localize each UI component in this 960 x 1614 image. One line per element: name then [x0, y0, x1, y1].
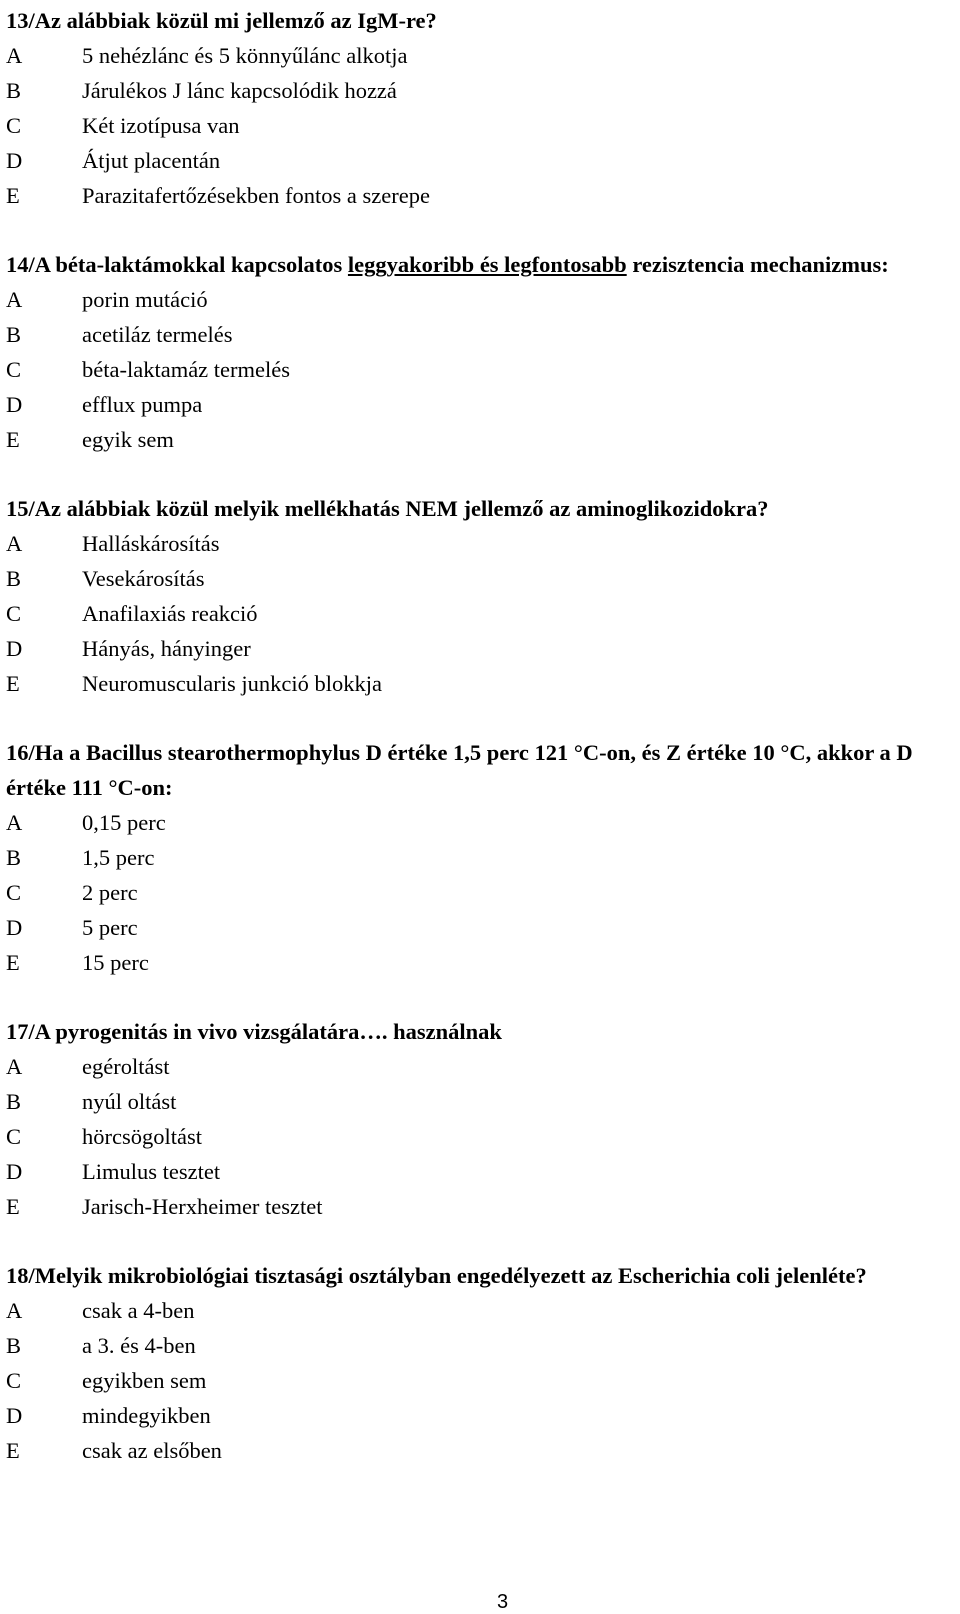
question-14-options: [6, 282, 946, 457]
question-16-option-e: [6, 945, 946, 980]
option-text: Hányás, hányinger: [82, 636, 251, 661]
question-17-option-b: [6, 1084, 946, 1119]
option-letter: D: [6, 636, 23, 661]
option-letter: B: [6, 845, 22, 870]
option-letter: C: [6, 880, 22, 905]
option-text: mindegyikben: [82, 1403, 211, 1428]
option-text: Vesekárosítás: [82, 566, 205, 591]
option-text: egyik sem: [82, 427, 174, 452]
option-letter: E: [6, 671, 20, 696]
option-text: csak az elsőben: [82, 1438, 222, 1463]
question-13-text: 13/Az alábbiak közül mi jellemző az IgM-re?: [6, 8, 437, 33]
question-13-option-c: [6, 108, 946, 143]
option-letter: E: [6, 1438, 20, 1463]
option-letter: C: [6, 1124, 22, 1149]
question-18-text: 18/Melyik mikrobiológiai tisztasági osztályban engedélyezett az Escherichia coli jelenléte?: [6, 1263, 867, 1288]
option-text: 1,5 perc: [82, 845, 155, 870]
question-15-text: 15/Az alábbiak közül melyik mellékhatás NEM jellemző az aminoglikozidokra?: [6, 496, 769, 521]
question-17: [6, 1014, 946, 1224]
question-16-option-b: [6, 840, 946, 875]
option-letter: B: [6, 322, 22, 347]
question-13-option-b: [6, 73, 946, 108]
question-18-option-d: [6, 1398, 946, 1433]
option-letter: B: [6, 1089, 22, 1114]
question-14-text-before: 14/A béta-laktámokkal kapcsolatos: [6, 252, 348, 277]
option-text: egéroltást: [82, 1054, 170, 1079]
option-letter: A: [6, 287, 23, 312]
question-14-text-underlined: leggyakoribb és legfontosabb: [347, 252, 627, 277]
question-14-text: [6, 247, 946, 282]
option-text: béta-laktamáz termelés: [82, 357, 291, 382]
option-text: egyikben sem: [82, 1368, 207, 1393]
option-letter: D: [6, 1159, 23, 1184]
question-18-option-e: [6, 1433, 946, 1468]
question-16-option-d: [6, 910, 946, 945]
option-text: efflux pumpa: [82, 392, 203, 417]
option-text: hörcsögoltást: [82, 1124, 202, 1149]
question-14-option-b: [6, 317, 946, 352]
question-14-option-d: [6, 387, 946, 422]
option-letter: C: [6, 601, 22, 626]
option-letter: D: [6, 1403, 23, 1428]
option-text: nyúl oltást: [82, 1089, 177, 1114]
option-text: 5 perc: [82, 915, 138, 940]
option-letter: C: [6, 1368, 22, 1393]
page-number: 3: [496, 1591, 509, 1613]
option-letter: E: [6, 950, 20, 975]
option-letter: D: [6, 148, 23, 173]
question-16: [6, 735, 946, 980]
question-14: [6, 247, 946, 457]
question-17-option-a: [6, 1049, 946, 1084]
question-13-option-d: [6, 143, 946, 178]
option-letter: C: [6, 113, 22, 138]
option-letter: D: [6, 392, 23, 417]
question-17-text: 17/A pyrogenitás in vivo vizsgálatára…. használnak: [6, 1019, 502, 1044]
option-letter: C: [6, 357, 22, 382]
question-18-option-b: [6, 1328, 946, 1363]
question-17-option-c: [6, 1119, 946, 1154]
option-text: Két izotípusa van: [82, 113, 240, 138]
option-letter: E: [6, 1194, 20, 1219]
option-letter: B: [6, 78, 22, 103]
option-letter: A: [6, 810, 23, 835]
option-text: 0,15 perc: [82, 810, 166, 835]
option-text: a 3. és 4-ben: [82, 1333, 196, 1358]
question-16-option-c: [6, 875, 946, 910]
question-14-option-e: [6, 422, 946, 457]
option-text: Anafilaxiás reakció: [82, 601, 258, 626]
question-15-option-a: [6, 526, 946, 561]
question-18: [6, 1258, 946, 1468]
question-13-options: [6, 38, 946, 213]
option-letter: A: [6, 531, 23, 556]
question-18-option-a: [6, 1293, 946, 1328]
option-letter: A: [6, 1054, 23, 1079]
question-16-options: [6, 805, 946, 980]
question-14-option-c: [6, 352, 946, 387]
option-letter: A: [6, 1298, 23, 1323]
option-letter: B: [6, 566, 22, 591]
option-letter: E: [6, 427, 20, 452]
question-17-options: [6, 1049, 946, 1224]
question-17-option-e: [6, 1189, 946, 1224]
question-15-option-b: [6, 561, 946, 596]
option-text: 5 nehézlánc és 5 könnyűlánc alkotja: [82, 43, 408, 68]
option-text: Járulékos J lánc kapcsolódik hozzá: [82, 78, 397, 103]
question-15: [6, 491, 946, 701]
option-text: Átjut placentán: [82, 148, 221, 173]
question-13-option-e: [6, 178, 946, 213]
option-letter: E: [6, 183, 20, 208]
option-letter: D: [6, 915, 23, 940]
question-15-option-c: [6, 596, 946, 631]
option-text: Limulus tesztet: [82, 1159, 221, 1184]
question-18-option-c: [6, 1363, 946, 1398]
option-text: porin mutáció: [82, 287, 208, 312]
option-text: csak a 4-ben: [82, 1298, 195, 1323]
question-15-option-e: [6, 666, 946, 701]
question-18-options: [6, 1293, 946, 1468]
option-text: Neuromuscularis junkció blokkja: [82, 671, 382, 696]
question-13: [6, 3, 946, 213]
question-15-option-d: [6, 631, 946, 666]
question-14-text-after: rezisztencia mechanizmus:: [626, 252, 889, 277]
option-text: Jarisch-Herxheimer tesztet: [82, 1194, 323, 1219]
option-text: Parazitafertőzésekben fontos a szerepe: [82, 183, 430, 208]
document-page: [6, 3, 946, 1468]
question-15-options: [6, 526, 946, 701]
option-letter: A: [6, 43, 23, 68]
question-16-option-a: [6, 805, 946, 840]
question-17-option-d: [6, 1154, 946, 1189]
option-text: Halláskárosítás: [82, 531, 220, 556]
question-13-option-a: [6, 38, 946, 73]
option-text: 15 perc: [82, 950, 149, 975]
option-letter: B: [6, 1333, 22, 1358]
question-16-text: 16/Ha a Bacillus stearothermophylus D értéke 1,5 perc 121 °C-on, és Z értéke 10 °C, akkor a D értéke 111 °C-on:: [6, 740, 913, 800]
option-text: 2 perc: [82, 880, 138, 905]
question-14-option-a: [6, 282, 946, 317]
option-text: acetiláz termelés: [82, 322, 233, 347]
